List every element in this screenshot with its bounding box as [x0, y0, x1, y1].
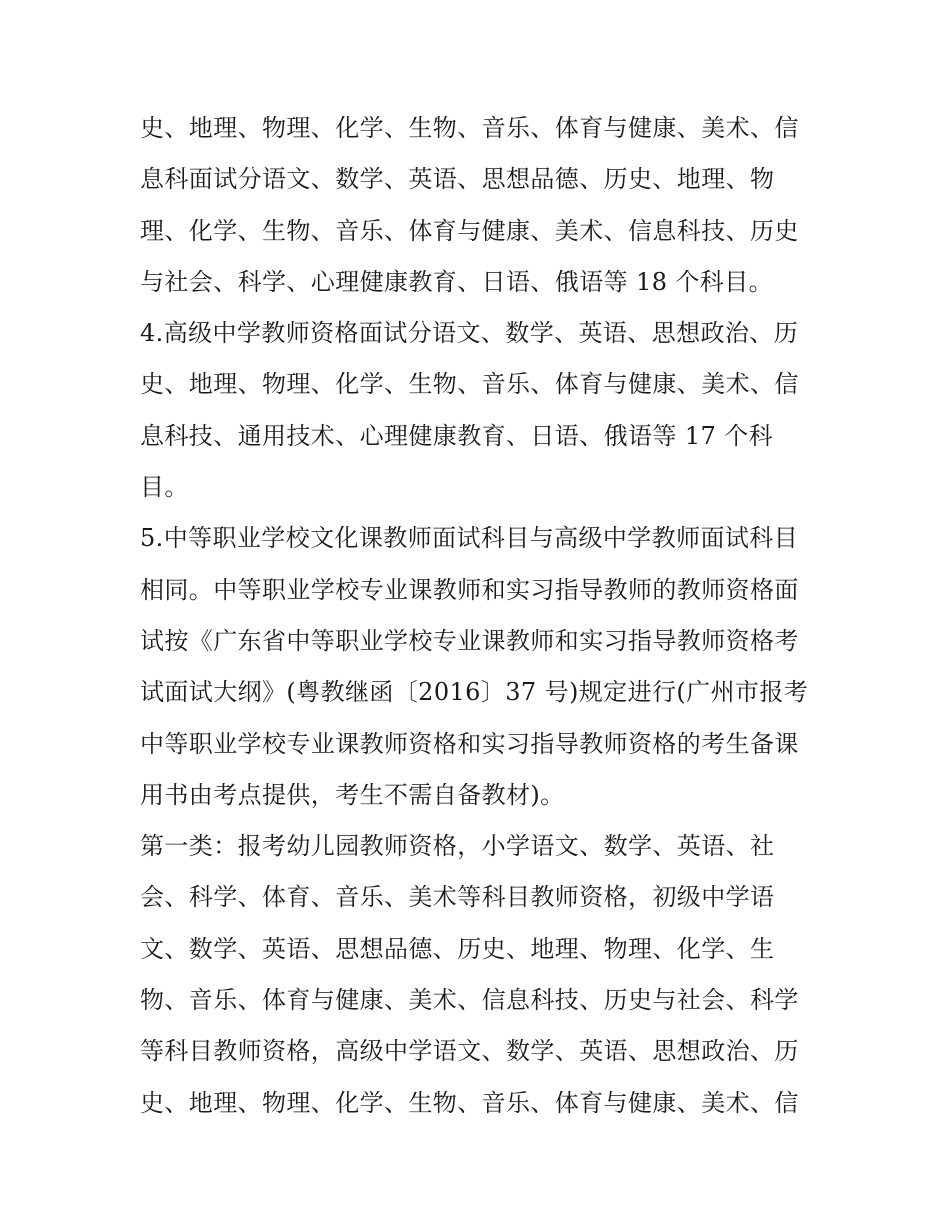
text-line: 目。: [140, 473, 189, 502]
text-line: 史、地理、物理、化学、生物、音乐、体育与健康、美术、信: [140, 1088, 799, 1117]
text-line: 第一类：报考幼儿园教师资格，小学语文、数学、英语、社: [140, 832, 775, 861]
text-line: 试按《广东省中等职业学校专业课教师和实习指导教师资格考: [140, 626, 799, 655]
text-line: 文、数学、英语、思想品德、历史、地理、物理、化学、生: [140, 934, 775, 963]
document-body: [140, 103, 840, 1129]
text-line: 用书由考点提供，考生不需自备教材)。: [140, 780, 565, 809]
text-line: 息科面试分语文、数学、英语、思想品德、历史、地理、物: [140, 165, 775, 194]
text-line: 中等职业学校专业课教师资格和实习指导教师资格的考生备课: [140, 729, 799, 758]
text-line: 与社会、科学、心理健康教育、日语、俄语等 18 个科目。: [140, 267, 773, 296]
text-line: 会、科学、体育、音乐、美术等科目教师资格，初级中学语: [140, 883, 775, 912]
text-line: 息科技、通用技术、心理健康教育、日语、俄语等 17 个科: [140, 421, 773, 450]
text-line: 史、地理、物理、化学、生物、音乐、体育与健康、美术、信: [140, 114, 799, 142]
text-line: 5.中等职业学校文化课教师面试科目与高级中学教师面试科目: [140, 524, 799, 553]
text-line: 相同。中等职业学校专业课教师和实习指导教师的教师资格面: [140, 575, 799, 604]
text-line: 等科目教师资格，高级中学语文、数学、英语、思想政治、历: [140, 1037, 799, 1066]
text-line: 史、地理、物理、化学、生物、音乐、体育与健康、美术、信: [140, 370, 799, 399]
text-line: 4.高级中学教师资格面试分语文、数学、英语、思想政治、历: [140, 319, 799, 348]
text-line: 试面试大纲》(粤教继函〔2016〕37 号)规定进行(广州市报考: [140, 678, 809, 707]
text-line: 物、音乐、体育与健康、美术、信息科技、历史与社会、科学: [140, 986, 799, 1015]
text-line: 理、化学、生物、音乐、体育与健康、美术、信息科技、历史: [140, 216, 799, 245]
